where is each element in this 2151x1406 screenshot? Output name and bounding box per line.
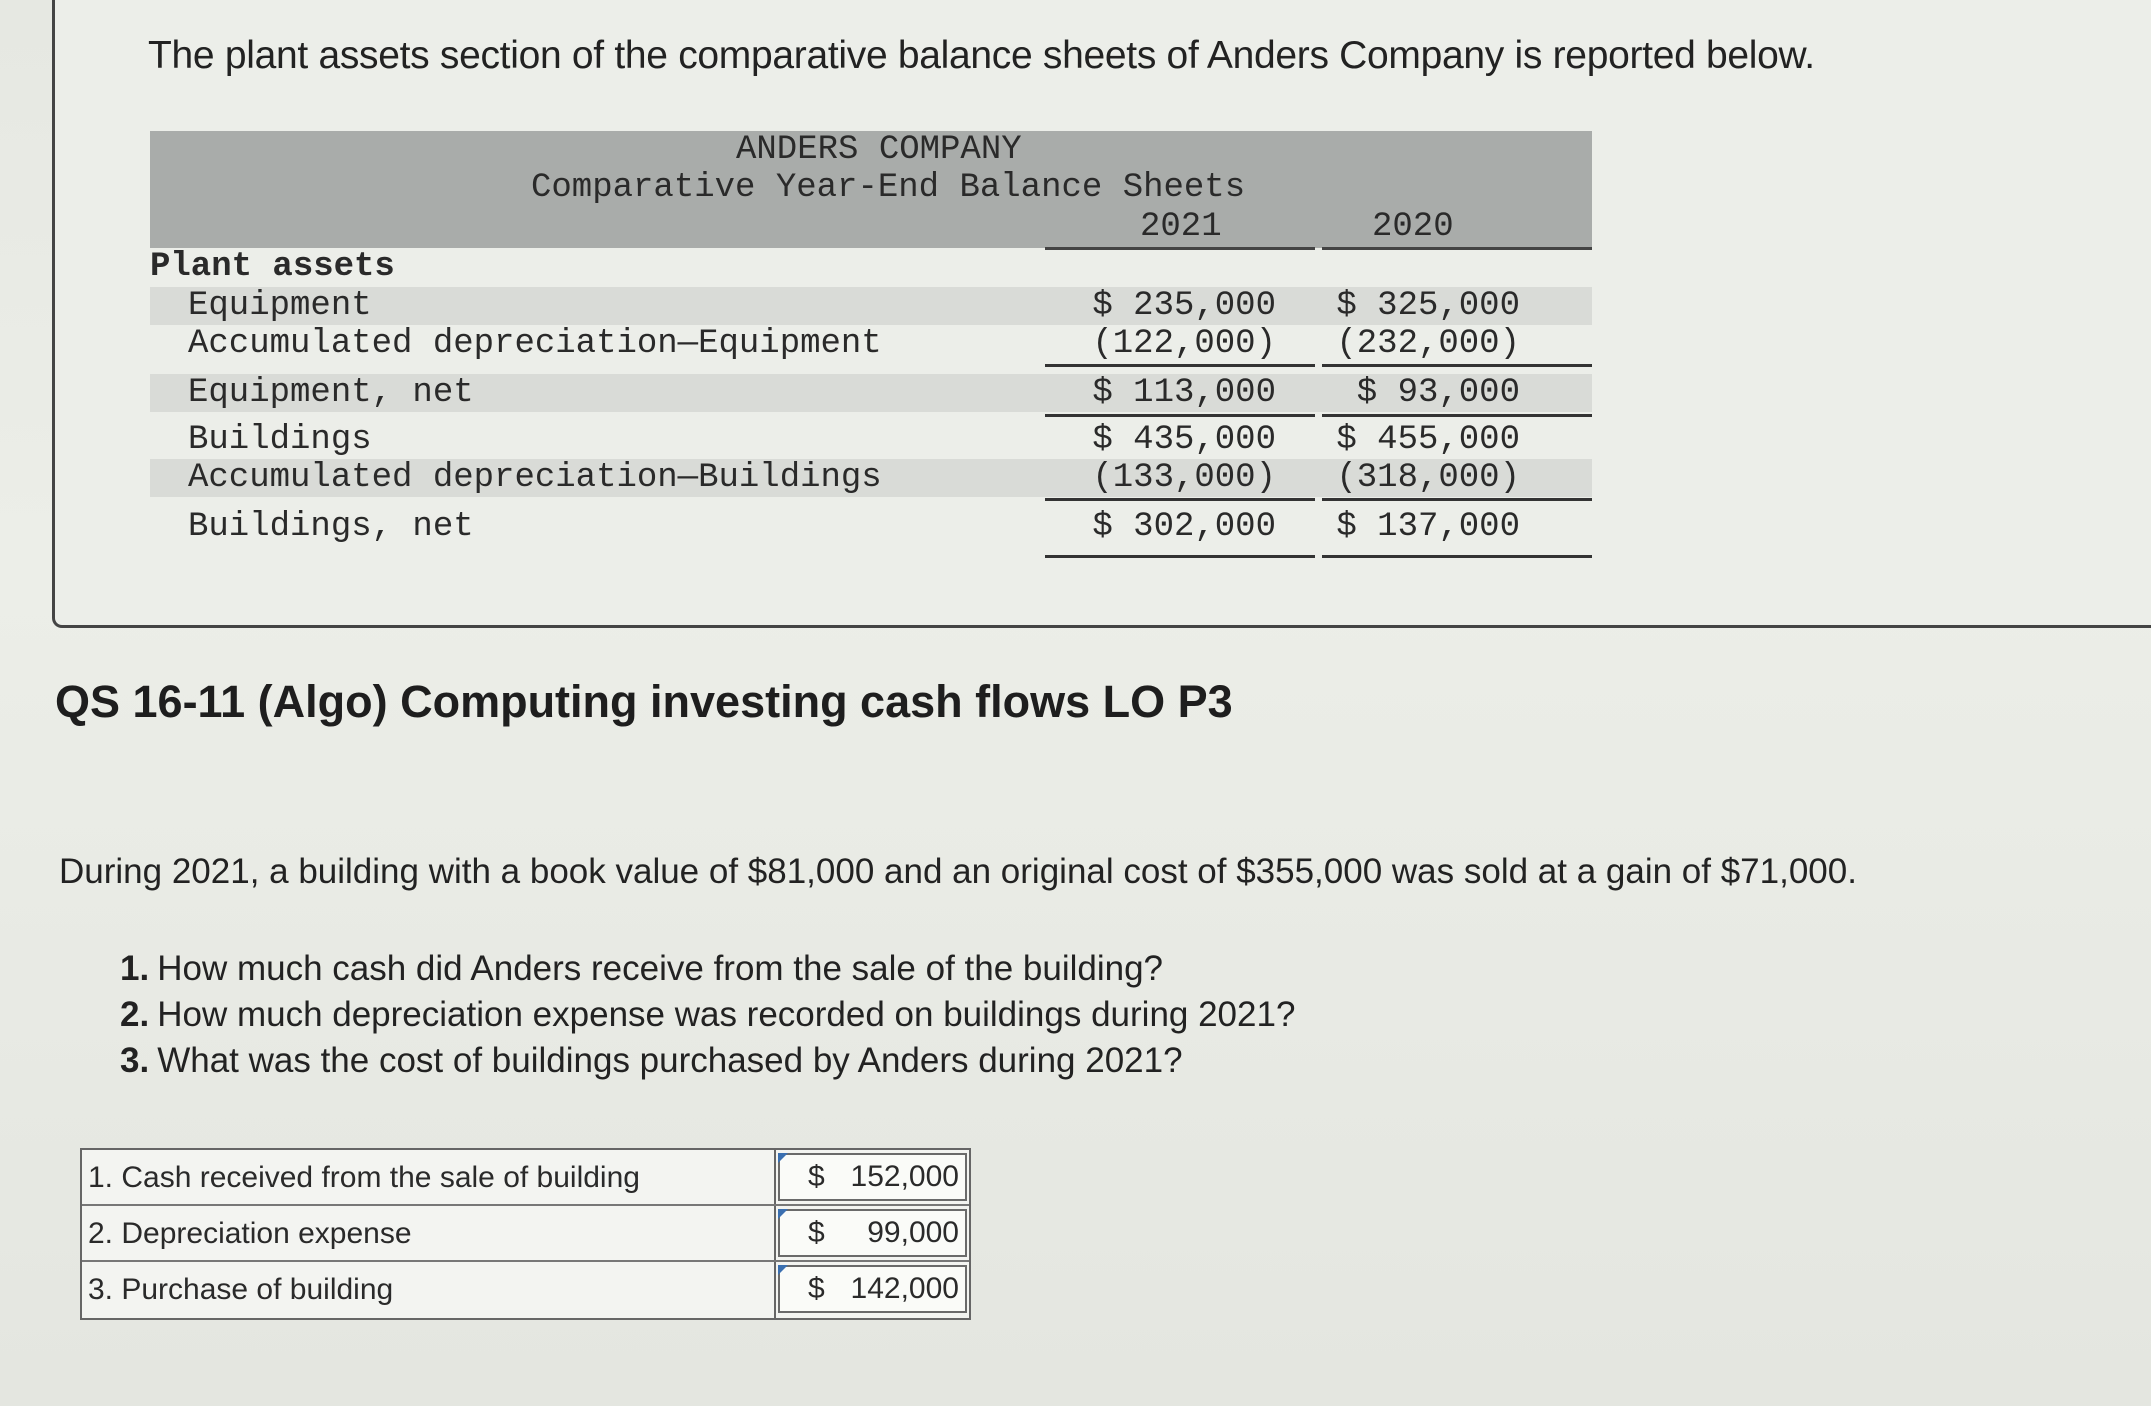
answer-value: 142,000 xyxy=(850,1272,959,1305)
table-row xyxy=(150,287,1592,325)
balance-sheet-table xyxy=(150,131,1592,561)
table-row xyxy=(150,325,1592,363)
section-row xyxy=(150,248,1592,286)
row-value-2020: $ 455,000 xyxy=(1336,421,1520,459)
question-title: QS 16-11 (Algo) Computing investing cash flows LO P3 xyxy=(55,676,1233,727)
total-rule xyxy=(1045,555,1315,558)
cell-marker-icon xyxy=(778,1153,788,1163)
balance-sheet-header xyxy=(150,131,1592,248)
section-label: Plant assets xyxy=(150,248,395,286)
subtotal-rule xyxy=(1045,364,1315,367)
question-number: 2. xyxy=(120,995,150,1034)
question-text: How much depreciation expense was recorded on buildings during 2021? xyxy=(157,995,1296,1034)
row-value-2021: $ 235,000 xyxy=(1092,287,1276,325)
cash-received-input[interactable] xyxy=(778,1153,967,1201)
row-value-2021: $ 302,000 xyxy=(1092,508,1276,546)
row-value-2020: $ 93,000 xyxy=(1356,374,1520,412)
row-label: Buildings, net xyxy=(188,508,474,546)
row-value-2020: (232,000) xyxy=(1336,325,1520,363)
table-row xyxy=(82,1262,969,1318)
row-label: Equipment, net xyxy=(188,374,474,412)
list-item xyxy=(120,1038,1295,1084)
list-item xyxy=(120,992,1295,1038)
row-value-2021: (122,000) xyxy=(1092,325,1276,363)
row-value-2020: $ 137,000 xyxy=(1336,508,1520,546)
currency-symbol: $ xyxy=(808,1272,825,1305)
cell-marker-icon xyxy=(778,1209,788,1219)
table-row xyxy=(150,459,1592,497)
year-2020-header: 2020 xyxy=(1372,208,1454,246)
answer-value: 99,000 xyxy=(867,1216,959,1249)
row-label: Equipment xyxy=(188,287,372,325)
row-value-2020: (318,000) xyxy=(1336,459,1520,497)
answer-label: 3. Purchase of building xyxy=(88,1273,394,1306)
answer-value: 152,000 xyxy=(850,1160,959,1193)
answer-label: 2. Depreciation expense xyxy=(88,1217,412,1250)
answer-table xyxy=(80,1148,971,1320)
subtotal-rule xyxy=(1322,364,1592,367)
row-label: Accumulated depreciation—Equipment xyxy=(188,325,882,363)
company-name: ANDERS COMPANY xyxy=(736,131,1022,169)
intro-text: The plant assets section of the comparative balance sheets of Anders Company is reported below. xyxy=(148,34,1815,77)
table-row xyxy=(150,374,1592,412)
currency-symbol: $ xyxy=(808,1216,825,1249)
row-value-2020: $ 325,000 xyxy=(1336,287,1520,325)
question-number: 3. xyxy=(120,1041,150,1080)
purchase-of-building-input[interactable] xyxy=(778,1265,967,1313)
question-list xyxy=(120,946,1295,1084)
year-2021-header: 2021 xyxy=(1140,208,1222,246)
question-number: 1. xyxy=(120,949,150,988)
depreciation-expense-input[interactable] xyxy=(778,1209,967,1257)
table-row xyxy=(150,508,1592,546)
row-value-2021: $ 113,000 xyxy=(1092,374,1276,412)
table-row xyxy=(150,421,1592,459)
balance-sheet-subtitle: Comparative Year-End Balance Sheets xyxy=(531,169,1246,207)
table-row xyxy=(82,1206,969,1262)
total-rule xyxy=(1045,414,1315,417)
cell-marker-icon xyxy=(778,1265,788,1275)
list-item xyxy=(120,946,1295,992)
question-text: What was the cost of buildings purchased by Anders during 2021? xyxy=(157,1041,1183,1080)
total-rule xyxy=(1322,414,1592,417)
row-label: Accumulated depreciation—Buildings xyxy=(188,459,882,497)
subtotal-rule xyxy=(1045,498,1315,501)
table-row xyxy=(82,1150,969,1206)
currency-symbol: $ xyxy=(808,1160,825,1193)
answer-label: 1. Cash received from the sale of building xyxy=(88,1161,640,1194)
problem-statement: During 2021, a building with a book value of $81,000 and an original cost of $355,000 was sold at a gain of $71,000. xyxy=(59,852,1857,891)
row-value-2021: $ 435,000 xyxy=(1092,421,1276,459)
subtotal-rule xyxy=(1322,498,1592,501)
question-text: How much cash did Anders receive from the sale of the building? xyxy=(157,949,1164,988)
row-label: Buildings xyxy=(188,421,372,459)
total-rule xyxy=(1322,555,1592,558)
row-value-2021: (133,000) xyxy=(1092,459,1276,497)
